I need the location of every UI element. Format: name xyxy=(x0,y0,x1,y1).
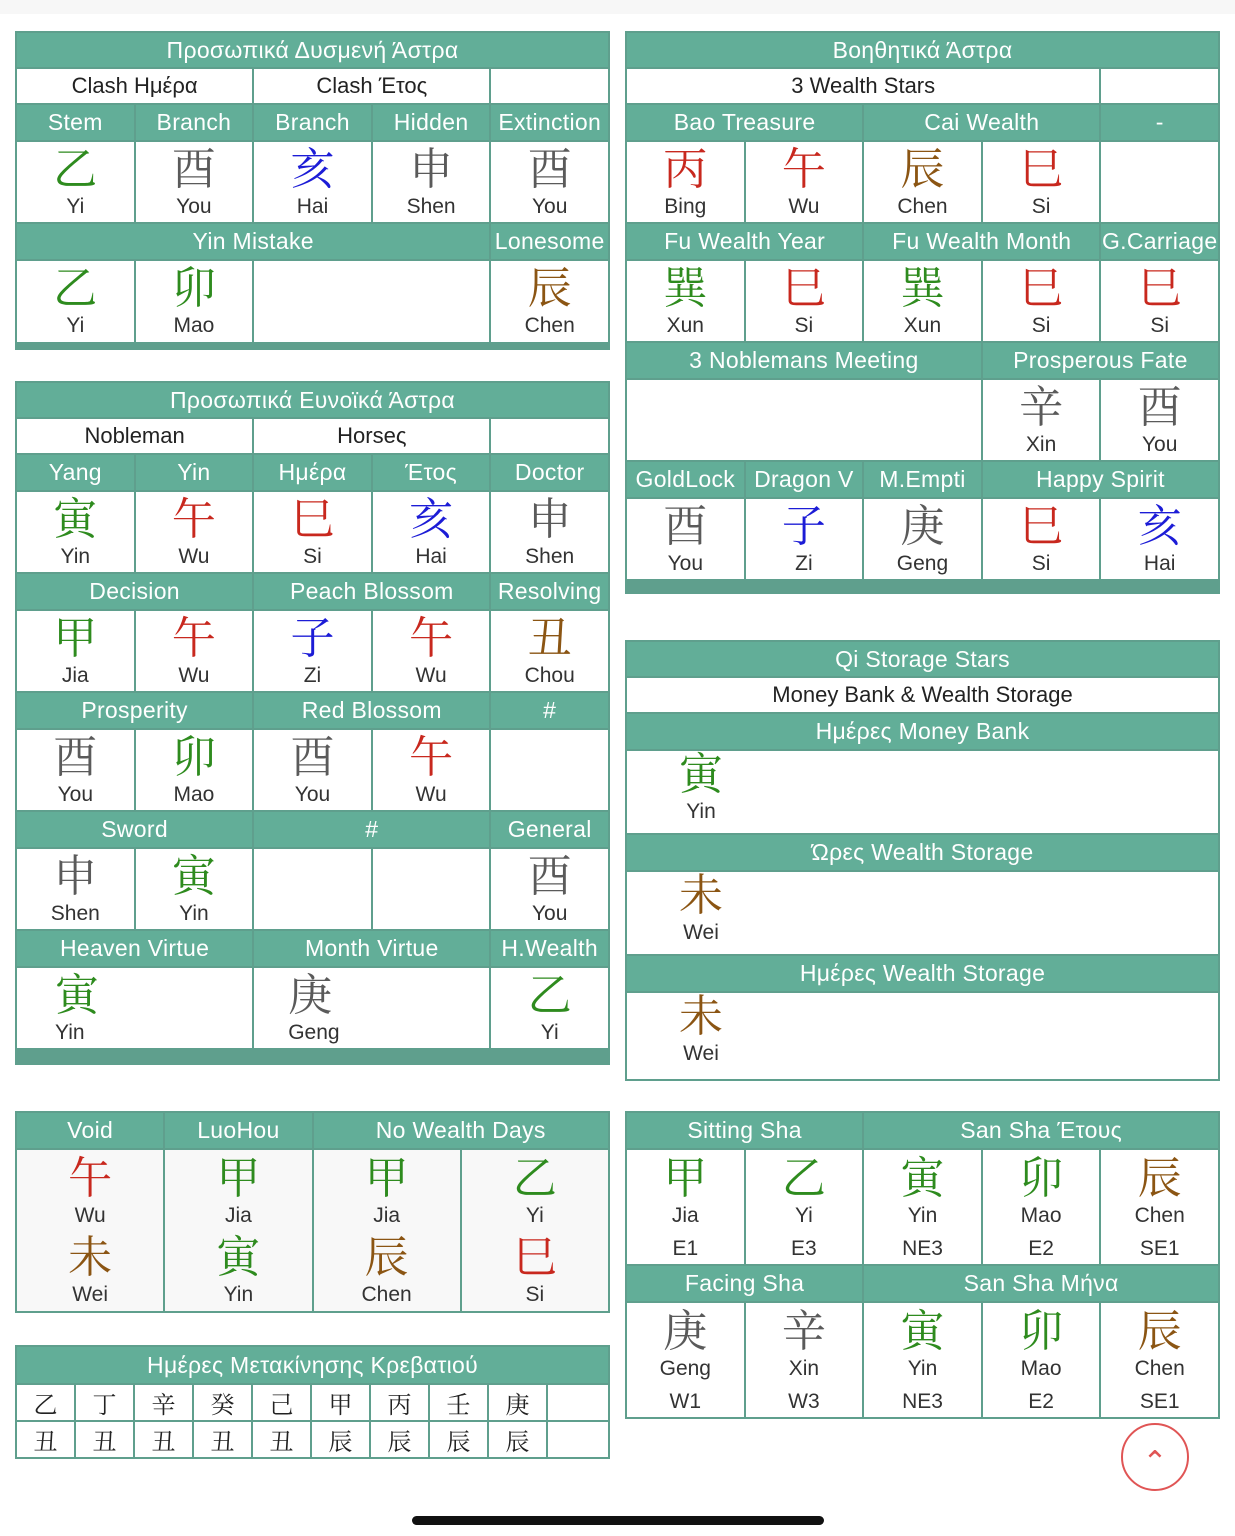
prosperous-fate-header: Prosperous Fate xyxy=(983,343,1218,378)
direction-cell: 乙 Yi E3 xyxy=(746,1150,863,1264)
lonesome-header: Lonesome xyxy=(491,224,608,259)
sha-directions-panel xyxy=(625,1111,1220,1419)
star-cell: 巳 Si xyxy=(254,492,371,572)
col-header: Extinction xyxy=(491,105,608,140)
star-cell: 午 Wu xyxy=(373,730,490,810)
month-virtue-header: Month Virtue xyxy=(254,931,489,966)
resolving-header: Resolving xyxy=(491,574,608,609)
col-header: Yin xyxy=(136,455,253,490)
money-bank-wealth-storage-label: Money Bank & Wealth Storage xyxy=(627,678,1218,712)
hash-header: # xyxy=(491,693,608,728)
g-carriage-header: G.Carriage xyxy=(1101,224,1218,259)
col-header: Yang xyxy=(17,455,134,490)
nobleman-label: Nobleman xyxy=(17,419,252,453)
star-cell: 申 Shen xyxy=(373,142,490,222)
panel-title: Προσωπικά Ευνοϊκά Άστρα xyxy=(17,383,608,417)
three-wealth-stars-label: 3 Wealth Stars xyxy=(627,69,1099,103)
status-strip xyxy=(0,0,1235,14)
branch-cell: 辰 xyxy=(489,1422,546,1457)
col-header: Branch xyxy=(136,105,253,140)
star-cell: 乙 Yi xyxy=(491,968,608,1048)
stem-cell: 辛 xyxy=(135,1385,192,1420)
void-header: Void xyxy=(17,1113,163,1148)
direction-cell: 卯 Mao E2 xyxy=(983,1303,1100,1417)
fu-wealth-year-header: Fu Wealth Year xyxy=(627,224,862,259)
empty-cell xyxy=(1101,142,1218,222)
sword-header: Sword xyxy=(17,812,252,847)
heaven-virtue-header: Heaven Virtue xyxy=(17,931,252,966)
star-cell: 寅 Yin xyxy=(17,968,252,1048)
star-cell: 酉 You xyxy=(1101,380,1218,460)
direction-cell: 寅 Yin NE3 xyxy=(864,1303,981,1417)
sitting-sha-header: Sitting Sha xyxy=(627,1113,862,1148)
cai-wealth-header: Cai Wealth xyxy=(864,105,1099,140)
star-cell: 酉 You xyxy=(491,142,608,222)
stacked-cell: 甲 Jia 辰 Chen xyxy=(314,1150,460,1311)
san-sha-month-header: San Sha Μήνα xyxy=(864,1266,1218,1301)
scroll-to-top-button[interactable] xyxy=(1121,1423,1189,1491)
clash-day-label: Clash Ημέρα xyxy=(17,69,252,103)
facing-sha-header: Facing Sha xyxy=(627,1266,862,1301)
star-cell: 卯 Mao xyxy=(136,261,253,342)
horses-label: Horseς xyxy=(254,419,489,453)
dragon-v-header: Dragon V xyxy=(746,462,863,497)
wealth-storage-days-header: Ημέρες Wealth Storage xyxy=(627,956,1218,991)
star-cell: 酉 You xyxy=(627,499,744,579)
star-cell: 巳 Si xyxy=(746,261,863,341)
stem-cell: 丁 xyxy=(76,1385,133,1420)
star-cell: 午 Wu xyxy=(136,611,253,691)
stem-cell: 己 xyxy=(253,1385,310,1420)
star-cell: 庚 Geng xyxy=(864,499,981,579)
star-cell: 未 Wei xyxy=(627,872,1218,954)
star-cell: 酉 You xyxy=(17,730,134,810)
star-cell: 午 Wu xyxy=(746,142,863,222)
panel-title: Ημέρες Μετακίνησης Κρεβατιού xyxy=(17,1347,608,1383)
bed-moving-days-panel xyxy=(15,1345,610,1459)
star-cell: 酉 You xyxy=(491,849,608,929)
direction-cell: 卯 Mao E2 xyxy=(983,1150,1100,1264)
star-cell: 辛 Xin xyxy=(983,380,1100,460)
star-cell: 庚 Geng xyxy=(254,968,489,1048)
branch-cell: 丑 xyxy=(17,1422,74,1457)
star-cell: 寅 Yin xyxy=(627,751,1218,833)
personal-favorable-stars-panel xyxy=(15,381,610,1065)
empty-cell xyxy=(491,419,608,453)
branch-cell: 丑 xyxy=(76,1422,133,1457)
empty-cell xyxy=(254,849,371,929)
star-cell: 辰 Chen xyxy=(491,261,608,342)
empty-cell xyxy=(491,730,608,810)
col-header: Hidden xyxy=(373,105,490,140)
branch-cell: 辰 xyxy=(312,1422,369,1457)
empty-cell xyxy=(254,261,489,342)
star-cell: 甲 Jia xyxy=(17,611,134,691)
clash-year-label: Clash Έτος xyxy=(254,69,489,103)
star-cell: 子 Zi xyxy=(254,611,371,691)
goldlock-header: GoldLock xyxy=(627,462,744,497)
branch-cell: 辰 xyxy=(371,1422,428,1457)
star-cell: 午 Wu xyxy=(373,611,490,691)
stem-cell: 丙 xyxy=(371,1385,428,1420)
stacked-cell: 甲 Jia 寅 Yin xyxy=(165,1150,311,1311)
star-cell: 酉 You xyxy=(136,142,253,222)
personal-adverse-stars-panel xyxy=(15,31,610,350)
panel-title: Προσωπικά Δυσμενή Άστρα xyxy=(17,33,608,67)
star-cell: 丑 Chou xyxy=(491,611,608,691)
star-cell: 亥 Hai xyxy=(254,142,371,222)
star-cell: 乙 Yi xyxy=(17,261,134,342)
direction-cell: 寅 Yin NE3 xyxy=(864,1150,981,1264)
bao-treasure-header: Bao Treasure xyxy=(627,105,862,140)
stacked-cell: 午 Wu 未 Wei xyxy=(17,1150,163,1311)
stem-cell: 甲 xyxy=(312,1385,369,1420)
branch-cell: 丑 xyxy=(194,1422,251,1457)
star-cell: 巽 Xun xyxy=(864,261,981,341)
stem-cell: 癸 xyxy=(194,1385,251,1420)
empty-cell xyxy=(548,1385,608,1420)
luohou-header: LuoHou xyxy=(165,1113,311,1148)
auxiliary-stars-panel xyxy=(625,31,1220,594)
direction-cell: 庚 Geng W1 xyxy=(627,1303,744,1417)
col-header: Ημέρα xyxy=(254,455,371,490)
star-cell: 巽 Xun xyxy=(627,261,744,341)
star-cell: 辰 Chen xyxy=(864,142,981,222)
wealth-storage-hours-header: Ώρες Wealth Storage xyxy=(627,835,1218,870)
star-cell: 亥 Hai xyxy=(373,492,490,572)
dash-header: - xyxy=(1101,105,1218,140)
panel-title: Qi Storage Stars xyxy=(627,642,1218,676)
yin-mistake-header: Yin Mistake xyxy=(17,224,489,259)
prosperity-header: Prosperity xyxy=(17,693,252,728)
star-cell: 子 Zi xyxy=(746,499,863,579)
no-wealth-days-header: No Wealth Days xyxy=(314,1113,609,1148)
stem-cell: 壬 xyxy=(430,1385,487,1420)
hash-header: # xyxy=(254,812,489,847)
branch-cell: 丑 xyxy=(253,1422,310,1457)
stem-cell: 乙 xyxy=(17,1385,74,1420)
empty-cell xyxy=(491,69,608,103)
home-indicator[interactable] xyxy=(412,1516,824,1525)
star-cell: 卯 Mao xyxy=(136,730,253,810)
star-cell: 巳 Si xyxy=(983,261,1100,341)
star-cell: 寅 Yin xyxy=(136,849,253,929)
empty-cell xyxy=(373,849,490,929)
h-wealth-header: H.Wealth xyxy=(491,931,608,966)
col-header: Έτος xyxy=(373,455,490,490)
stem-cell: 庚 xyxy=(489,1385,546,1420)
star-cell: 午 Wu xyxy=(136,492,253,572)
general-header: General xyxy=(491,812,608,847)
red-blossom-header: Red Blossom xyxy=(254,693,489,728)
money-bank-days-header: Ημέρες Money Bank xyxy=(627,714,1218,749)
star-cell: 丙 Bing xyxy=(627,142,744,222)
star-cell: 酉 You xyxy=(254,730,371,810)
branch-cell: 丑 xyxy=(135,1422,192,1457)
col-header: Branch xyxy=(254,105,371,140)
empty-cell xyxy=(548,1422,608,1457)
panel-title: Βοηθητικά Άστρα xyxy=(627,33,1218,67)
stacked-cell: 乙 Yi 巳 Si xyxy=(462,1150,608,1311)
three-noblemans-meeting-header: 3 Noblemans Meeting xyxy=(627,343,981,378)
star-cell: 巳 Si xyxy=(983,499,1100,579)
star-cell: 巳 Si xyxy=(983,142,1100,222)
direction-cell: 辰 Chen SE1 xyxy=(1101,1150,1218,1264)
star-cell: 亥 Hai xyxy=(1101,499,1218,579)
star-cell: 巳 Si xyxy=(1101,261,1218,341)
san-sha-year-header: San Sha Έτους xyxy=(864,1113,1218,1148)
star-cell: 寅 Yin xyxy=(17,492,134,572)
chevron-up-icon: ⌃ xyxy=(1142,1445,1168,1479)
col-header: Stem xyxy=(17,105,134,140)
star-cell: 申 Shen xyxy=(491,492,608,572)
m-empti-header: M.Empti xyxy=(864,462,981,497)
direction-cell: 辰 Chen SE1 xyxy=(1101,1303,1218,1417)
star-cell: 申 Shen xyxy=(17,849,134,929)
direction-cell: 甲 Jia E1 xyxy=(627,1150,744,1264)
happy-spirit-header: Happy Spirit xyxy=(983,462,1218,497)
peach-blossom-header: Peach Blossom xyxy=(254,574,489,609)
branch-cell: 辰 xyxy=(430,1422,487,1457)
fu-wealth-month-header: Fu Wealth Month xyxy=(864,224,1099,259)
star-cell: 未 Wei xyxy=(627,993,1218,1079)
decision-header: Decision xyxy=(17,574,252,609)
void-luohou-panel xyxy=(15,1111,610,1313)
direction-cell: 辛 Xin W3 xyxy=(746,1303,863,1417)
star-cell: 乙 Yi xyxy=(17,142,134,222)
empty-cell xyxy=(627,380,981,460)
col-header: Doctor xyxy=(491,455,608,490)
empty-cell xyxy=(1101,69,1218,103)
qi-storage-stars-panel xyxy=(625,640,1220,1081)
